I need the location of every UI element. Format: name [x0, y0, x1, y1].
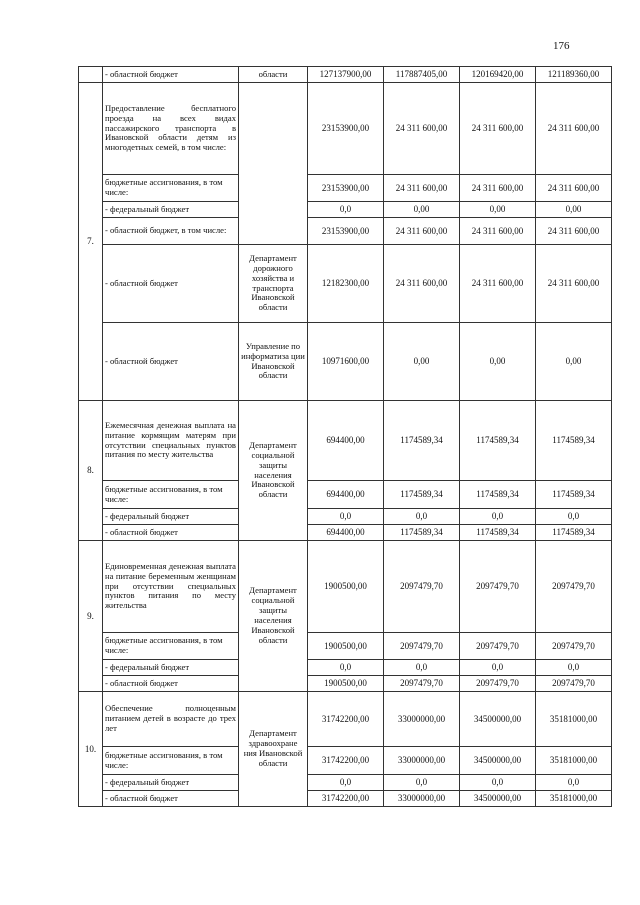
value-cell: 0,00 — [536, 202, 612, 218]
table-row — [79, 541, 612, 633]
item-title: Предоставление бесплатного проезда на всех видах пассажирского транспорта в Ивановской области детям из многодетных семей, в том числе: — [103, 83, 239, 175]
table-row — [79, 401, 612, 481]
value-cell: 0,0 — [384, 775, 460, 791]
value-cell: 0,00 — [384, 202, 460, 218]
row-name: - федеральный бюджет — [103, 202, 239, 218]
value-cell: 23153900,00 — [308, 218, 384, 245]
value-cell: 2097479,70 — [536, 633, 612, 660]
executor: Департамент социальной защиты населения Ивановской области — [239, 541, 308, 692]
value-cell: 0,0 — [308, 202, 384, 218]
value-cell: 0,0 — [460, 509, 536, 525]
item-title: Обеспечение полноценным питанием детей в возрасте до трех лет — [103, 692, 239, 747]
executor — [239, 83, 308, 245]
value-cell: 24 311 600,00 — [384, 218, 460, 245]
value-cell: 1900500,00 — [308, 633, 384, 660]
value-cell: 2097479,70 — [536, 541, 612, 633]
value-cell: 24 311 600,00 — [460, 245, 536, 323]
value-cell: 34500000,00 — [460, 791, 536, 807]
value-cell: 1174589,34 — [460, 525, 536, 541]
value-cell: 2097479,70 — [460, 541, 536, 633]
value-cell: 24 311 600,00 — [460, 83, 536, 175]
value-cell: 127137900,00 — [308, 67, 384, 83]
value-cell: 2097479,70 — [384, 633, 460, 660]
executor: Департамент социальной защиты населения Ивановской области — [239, 401, 308, 541]
row-number: 8. — [79, 401, 103, 541]
value-cell: 0,0 — [384, 509, 460, 525]
value-cell: 23153900,00 — [308, 175, 384, 202]
executor: области — [239, 67, 308, 83]
page-number: 176 — [553, 40, 570, 52]
row-number — [79, 67, 103, 83]
value-cell: 2097479,70 — [460, 676, 536, 692]
value-cell: 33000000,00 — [384, 692, 460, 747]
row-name: бюджетные ассигнования, в том числе: — [103, 481, 239, 509]
row-number: 10. — [79, 692, 103, 807]
table-row — [79, 775, 612, 791]
value-cell: 24 311 600,00 — [384, 175, 460, 202]
table-row — [79, 245, 612, 323]
value-cell: 24 311 600,00 — [460, 175, 536, 202]
row-name: - областной бюджет — [103, 323, 239, 401]
row-number: 9. — [79, 541, 103, 692]
row-name: бюджетные ассигнования, в том числе: — [103, 747, 239, 775]
value-cell: 1174589,34 — [384, 525, 460, 541]
item-title: Ежемесячная денежная выплата на питание кормящим матерям при отсутствии специальных пунктов питания по месту жительства — [103, 401, 239, 481]
value-cell: 35181000,00 — [536, 791, 612, 807]
value-cell: 0,00 — [536, 323, 612, 401]
table-row — [79, 633, 612, 660]
row-name: - областной бюджет — [103, 676, 239, 692]
row-name: бюджетные ассигнования, в том числе: — [103, 633, 239, 660]
table-row — [79, 791, 612, 807]
value-cell: 1174589,34 — [536, 401, 612, 481]
value-cell: 33000000,00 — [384, 747, 460, 775]
value-cell: 34500000,00 — [460, 747, 536, 775]
value-cell: 12182300,00 — [308, 245, 384, 323]
value-cell: 2097479,70 — [384, 541, 460, 633]
value-cell: 10971600,00 — [308, 323, 384, 401]
value-cell: 34500000,00 — [460, 692, 536, 747]
row-name: - областной бюджет — [103, 791, 239, 807]
row-name: - областной бюджет — [103, 245, 239, 323]
value-cell: 694400,00 — [308, 481, 384, 509]
value-cell: 120169420,00 — [460, 67, 536, 83]
value-cell: 33000000,00 — [384, 791, 460, 807]
table-row — [79, 525, 612, 541]
value-cell: 23153900,00 — [308, 83, 384, 175]
value-cell: 1174589,34 — [536, 525, 612, 541]
value-cell: 694400,00 — [308, 401, 384, 481]
value-cell: 24 311 600,00 — [536, 218, 612, 245]
value-cell: 0,00 — [460, 323, 536, 401]
executor: Департамент дорожного хозяйства и транспорта Ивановской области — [239, 245, 308, 323]
row-name: - федеральный бюджет — [103, 509, 239, 525]
value-cell: 1900500,00 — [308, 676, 384, 692]
value-cell: 1174589,34 — [536, 481, 612, 509]
value-cell: 121189360,00 — [536, 67, 612, 83]
row-name: - федеральный бюджет — [103, 775, 239, 791]
value-cell: 2097479,70 — [384, 676, 460, 692]
value-cell: 1900500,00 — [308, 541, 384, 633]
row-name: - федеральный бюджет — [103, 660, 239, 676]
row-name: бюджетные ассигнования, в том числе: — [103, 175, 239, 202]
value-cell: 35181000,00 — [536, 747, 612, 775]
value-cell: 0,0 — [308, 775, 384, 791]
value-cell: 24 311 600,00 — [384, 245, 460, 323]
value-cell: 1174589,34 — [460, 401, 536, 481]
table-row — [79, 692, 612, 747]
value-cell: 0,0 — [308, 660, 384, 676]
row-name: - областной бюджет, в том числе: — [103, 218, 239, 245]
row-number: 7. — [79, 83, 103, 401]
row-name: - областной бюджет — [103, 67, 239, 83]
value-cell: 0,0 — [460, 660, 536, 676]
table-row — [79, 175, 612, 202]
table-row — [79, 747, 612, 775]
value-cell: 24 311 600,00 — [536, 83, 612, 175]
table-row — [79, 509, 612, 525]
value-cell: 1174589,34 — [384, 481, 460, 509]
value-cell: 694400,00 — [308, 525, 384, 541]
value-cell: 0,0 — [460, 775, 536, 791]
value-cell: 0,0 — [308, 509, 384, 525]
value-cell: 24 311 600,00 — [384, 83, 460, 175]
row-name: - областной бюджет — [103, 525, 239, 541]
budget-table — [78, 66, 612, 807]
value-cell: 24 311 600,00 — [460, 218, 536, 245]
value-cell: 35181000,00 — [536, 692, 612, 747]
executor: Управление по информатиза ции Ивановской области — [239, 323, 308, 401]
table-row — [79, 676, 612, 692]
value-cell: 0,0 — [536, 660, 612, 676]
table-row — [79, 218, 612, 245]
value-cell: 31742200,00 — [308, 747, 384, 775]
value-cell: 0,0 — [536, 775, 612, 791]
value-cell: 1174589,34 — [460, 481, 536, 509]
value-cell: 0,0 — [384, 660, 460, 676]
table-row — [79, 660, 612, 676]
value-cell: 2097479,70 — [460, 633, 536, 660]
value-cell: 117887405,00 — [384, 67, 460, 83]
value-cell: 2097479,70 — [536, 676, 612, 692]
executor: Департамент здравоохране ния Ивановской области — [239, 692, 308, 807]
value-cell: 0,00 — [384, 323, 460, 401]
table-row — [79, 323, 612, 401]
value-cell: 31742200,00 — [308, 692, 384, 747]
item-title: Единовременная денежная выплата на питание беременным женщинам при отсутствии специальных пунктов питания по месту жительства — [103, 541, 239, 633]
value-cell: 24 311 600,00 — [536, 175, 612, 202]
table-row — [79, 202, 612, 218]
value-cell: 24 311 600,00 — [536, 245, 612, 323]
table-row — [79, 67, 612, 83]
value-cell: 1174589,34 — [384, 401, 460, 481]
value-cell: 0,00 — [460, 202, 536, 218]
value-cell: 31742200,00 — [308, 791, 384, 807]
table-row — [79, 83, 612, 175]
value-cell: 0,0 — [536, 509, 612, 525]
table-row — [79, 481, 612, 509]
